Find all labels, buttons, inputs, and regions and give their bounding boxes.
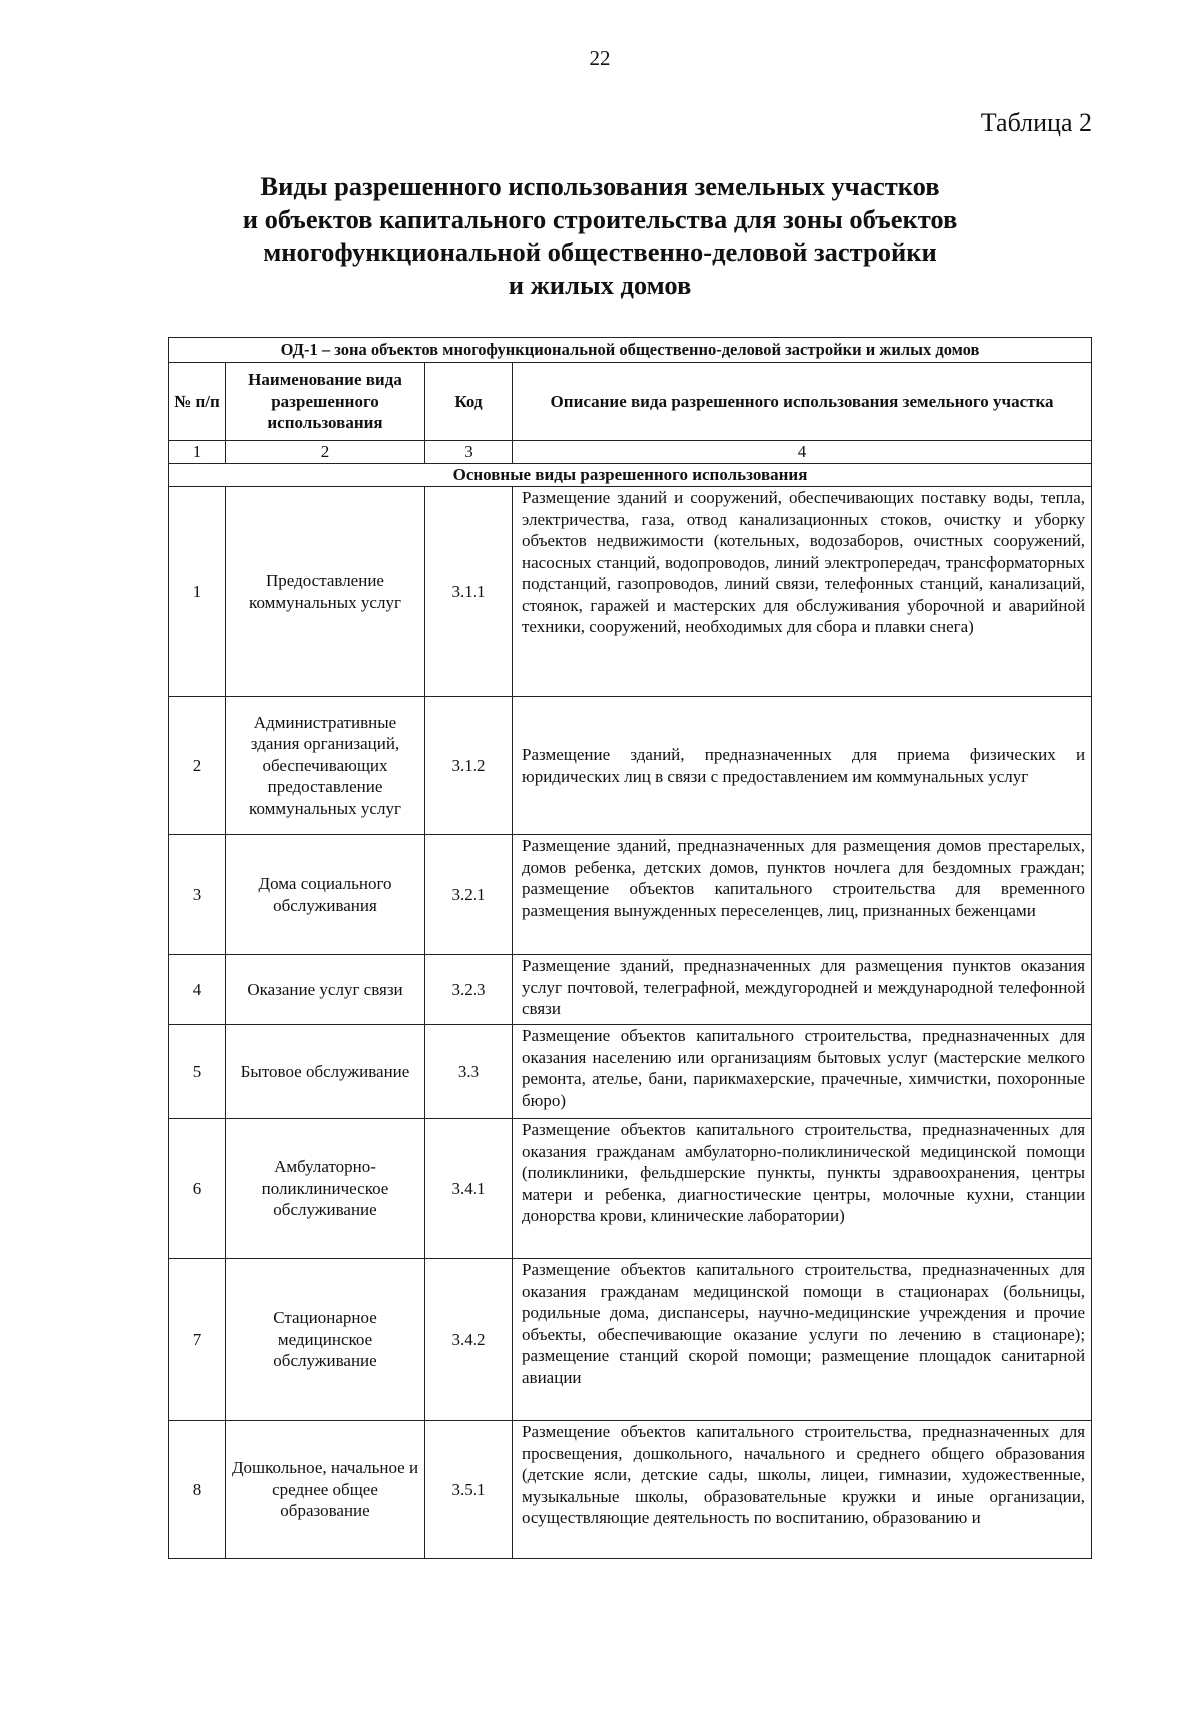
row-number: 1: [169, 487, 226, 697]
title-line: и жилых домов: [508, 270, 692, 300]
use-name: Предоставление коммунальных услуг: [226, 487, 425, 697]
table-row: [169, 697, 1092, 835]
use-code: 3.3: [425, 1025, 513, 1119]
table-label: Таблица 2: [980, 108, 1092, 137]
use-code: 3.1.1: [425, 487, 513, 697]
use-code: 3.2.1: [425, 835, 513, 955]
row-number: 5: [169, 1025, 226, 1119]
use-description: Размещение зданий, предназначенных для приема физических и юридических лиц в связи с предоставлением им коммунальных услуг: [513, 697, 1092, 835]
section-title: Основные виды разрешенного использования: [169, 464, 1092, 487]
table-row: [169, 1259, 1092, 1421]
use-code: 3.5.1: [425, 1421, 513, 1559]
title-line: и объектов капитального строительства для зоны объектов: [242, 204, 958, 234]
use-name: Дошкольное, начальное и среднее общее образование: [226, 1421, 425, 1559]
use-description: Размещение объектов капитального строительства, предназначенных для оказания гражданам медицинской помощи в стационарах (больницы, родильные дома, диспансеры, научно-медицинские учреждения и прочие объекты, обеспечивающие оказание услуги по лечению в стационаре); размещение станций скорой помощи; размещение площадок санитарной авиации: [513, 1259, 1092, 1421]
use-name: Оказание услуг связи: [226, 955, 425, 1025]
page-number: 22: [589, 46, 611, 70]
zone-title: ОД-1 – зона объектов многофункциональной общественно-деловой застройки и жилых домов: [169, 338, 1092, 363]
use-description: Размещение объектов капитального строительства, предназначенных для оказания населению или организациям бытовых услуг (мастерские мелкого ремонта, ателье, бани, парикмахерские, прачечные, химчистки, похоронные бюро): [513, 1025, 1092, 1119]
use-code: 3.4.2: [425, 1259, 513, 1421]
row-number: 8: [169, 1421, 226, 1559]
row-number: 7: [169, 1259, 226, 1421]
title-line: Виды разрешенного использования земельных участков: [260, 171, 940, 201]
header-num: № п/п: [169, 363, 226, 441]
use-name: Стационарное медицинское обслуживание: [226, 1259, 425, 1421]
use-description: Размещение объектов капитального строительства, предназначенных для оказания гражданам амбулаторно-поликлинической медицинской помощи (поликлиники, фельдшерские пункты, пункты здравоохранения, центры матери и ребенка, диагностические центры, молочные кухни, станции донорства крови, клинические лаборатории): [513, 1119, 1092, 1259]
header-code: Код: [425, 363, 513, 441]
section-row: [169, 464, 1092, 487]
row-number: 3: [169, 835, 226, 955]
column-number: 3: [425, 441, 513, 464]
column-number-row: [169, 441, 1092, 464]
row-number: 2: [169, 697, 226, 835]
row-number: 6: [169, 1119, 226, 1259]
use-description: Размещение зданий и сооружений, обеспечивающих поставку воды, тепла, электричества, газа, отвод канализационных стоков, очистку и уборку объектов недвижимости (котельных, водозаборов, очистных сооружений, насосных станций, водопроводов, линий электропередач, трансформаторных подстанций, газопроводов, линий связи, телефонных станций, канализаций, стоянок, гаражей и мастерских для обслуживания уборочной и аварийной техники, сооружений, необходимых для сбора и плавки снега): [513, 487, 1092, 697]
column-number: 2: [226, 441, 425, 464]
table-row: [169, 835, 1092, 955]
header-row: [169, 363, 1092, 441]
header-name: Наименование вида разрешенного использования: [226, 363, 425, 441]
use-description: Размещение зданий, предназначенных для размещения пунктов оказания услуг почтовой, телеграфной, междугородней и международной телефонной связи: [513, 955, 1092, 1025]
table-row: [169, 955, 1092, 1025]
table-row: [169, 1119, 1092, 1259]
row-number: 4: [169, 955, 226, 1025]
table-row: [169, 1025, 1092, 1119]
use-name: Амбулаторно-поликлиническое обслуживание: [226, 1119, 425, 1259]
document-title: [0, 170, 1200, 302]
use-code: 3.4.1: [425, 1119, 513, 1259]
use-description: Размещение объектов капитального строительства, предназначенных для просвещения, дошкольного, начального и среднего общего образования (детские ясли, детские сады, школы, лицеи, гимназии, художественные, музыкальные школы, образовательные кружки и иные организации, осуществляющие деятельность по воспитанию, образованию и: [513, 1421, 1092, 1559]
table-row: [169, 487, 1092, 697]
table-row: [169, 1421, 1092, 1559]
title-line: многофункциональной общественно-деловой застройки: [263, 237, 937, 267]
use-code: 3.2.3: [425, 955, 513, 1025]
use-code: 3.1.2: [425, 697, 513, 835]
column-number: 4: [513, 441, 1092, 464]
land-use-table: [168, 337, 1092, 1559]
use-name: Бытовое обслуживание: [226, 1025, 425, 1119]
header-desc: Описание вида разрешенного использования земельного участка: [513, 363, 1092, 441]
use-name: Дома социального обслуживания: [226, 835, 425, 955]
use-name: Административные здания организаций, обеспечивающих предоставление коммунальных услуг: [226, 697, 425, 835]
zone-title-row: [169, 338, 1092, 363]
column-number: 1: [169, 441, 226, 464]
use-description: Размещение зданий, предназначенных для размещения домов престарелых, домов ребенка, детских домов, пунктов ночлега для бездомных граждан; размещение объектов капитального строительства для временного размещения вынужденных переселенцев, лиц, признанных беженцами: [513, 835, 1092, 955]
